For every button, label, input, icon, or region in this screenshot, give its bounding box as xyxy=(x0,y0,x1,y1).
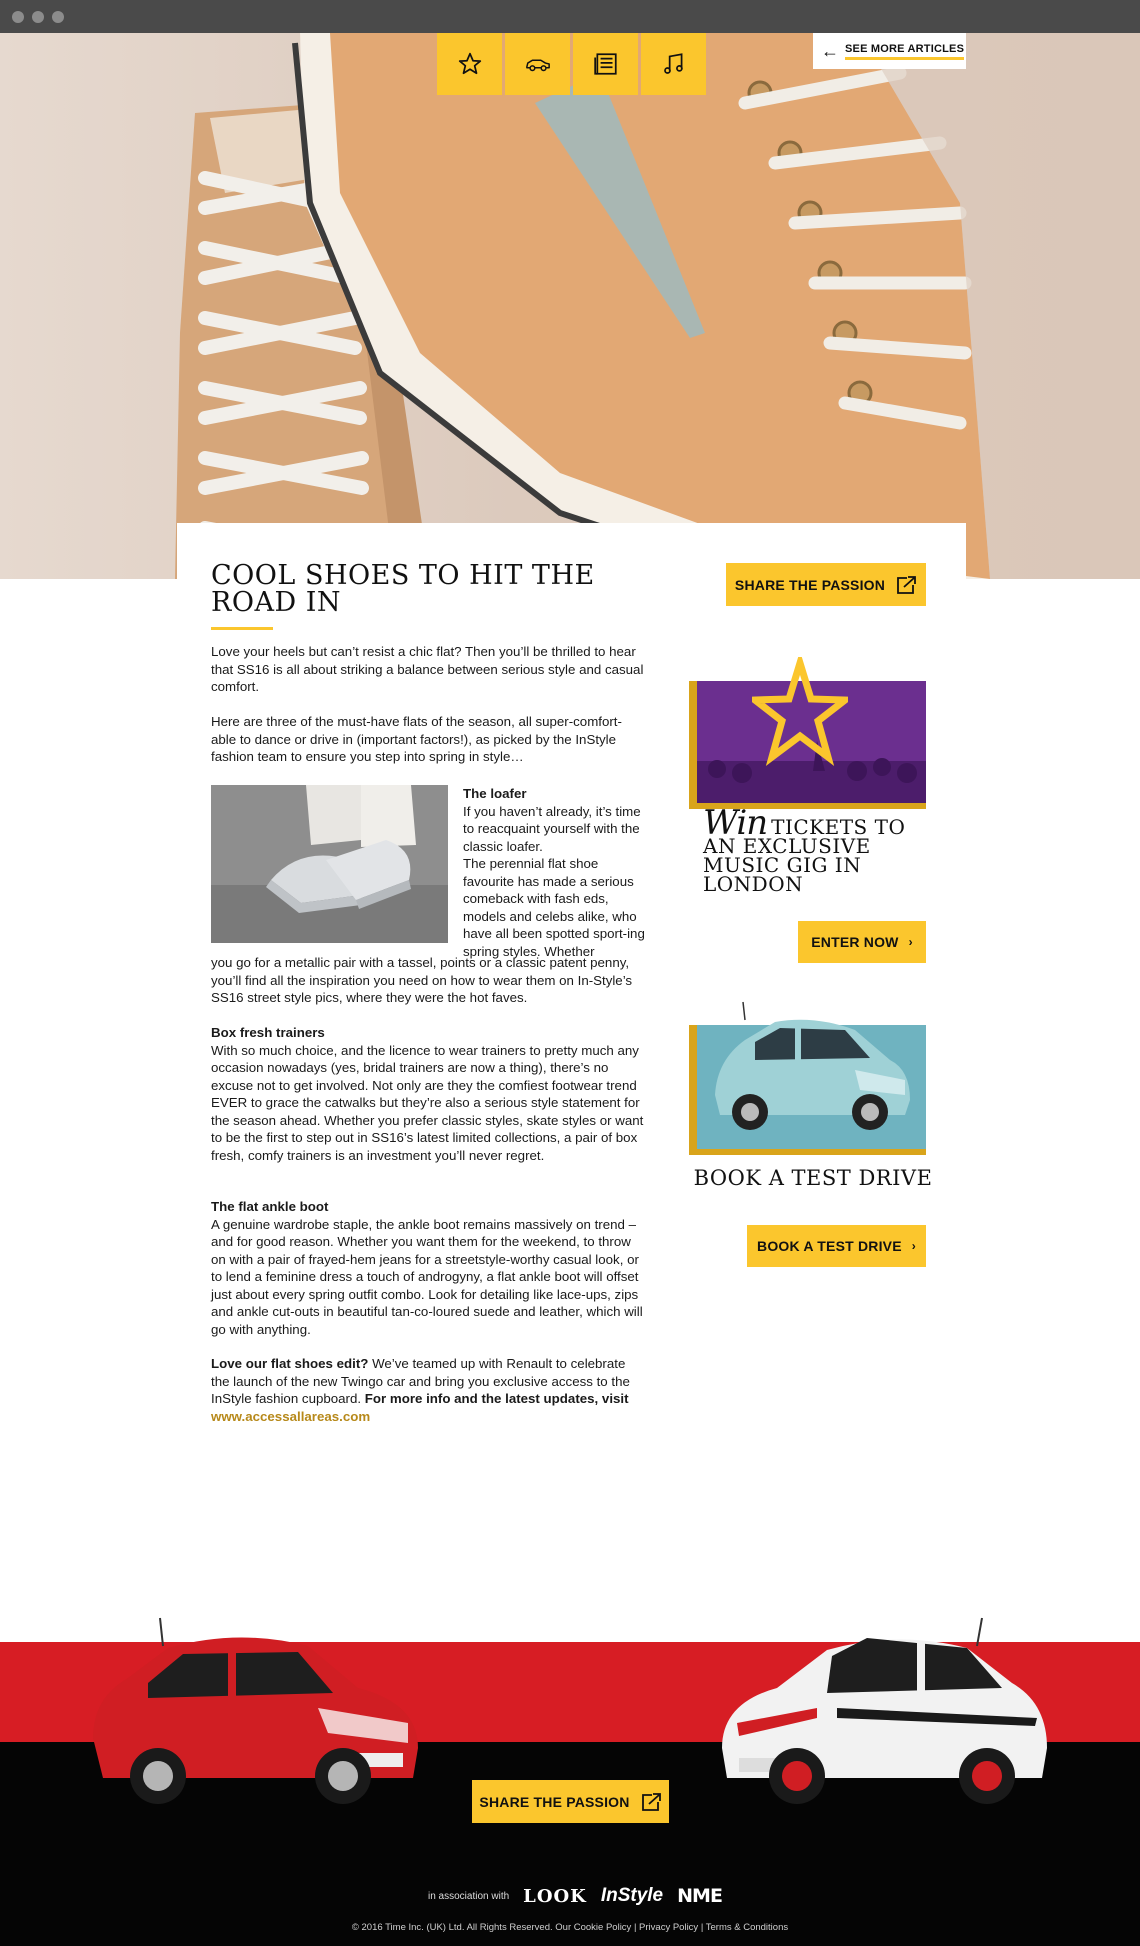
hero-image xyxy=(0,33,1140,579)
boot-text: A genuine wardrobe staple, the ankle boot remains massively on trend – and for good reason. Whether you want them for the weekend, to throw on with a pair of frayed-hem jeans for a streetstyle-worthy casual look, or to lend a feminine dress a touch of androgyny, a flat ankle boot will offset just about every spring outfit combo. Look for detailing like lace-ups, zips and ankle cut-outs in beautiful tan-co-loured suede and leather, which will go with anything. xyxy=(211,1216,643,1337)
share-the-passion-button[interactable] xyxy=(726,563,926,606)
boot-section xyxy=(211,1198,644,1338)
share-label: SHARE THE PASSION xyxy=(734,576,886,593)
see-more-articles-link[interactable] xyxy=(813,33,966,69)
loafer-section xyxy=(463,785,646,960)
test-drive-heading: BOOK A TEST DRIVE xyxy=(693,1166,933,1190)
arrow-left-icon: ← xyxy=(821,41,839,61)
win-script: Win xyxy=(703,803,768,843)
nme-logo[interactable]: NME xyxy=(677,1885,722,1907)
chevron-right-icon: › xyxy=(911,1239,916,1253)
white-car-illustration xyxy=(717,1608,1052,1818)
nav-articles-button[interactable] xyxy=(573,33,638,95)
car-icon xyxy=(525,51,551,77)
win-text: TICKETS TO AN EXCLUSIVE MUSIC GIG IN LONDON xyxy=(703,815,906,896)
window-dot xyxy=(12,11,24,23)
outro-bold-2: For more info and the latest updates, visit xyxy=(364,1391,629,1406)
copyright-text: © 2016 Time Inc. (UK) Ltd. All Rights Reserved. Our Cookie Policy | Privacy Policy | Terms & Conditions xyxy=(351,1922,789,1933)
assoc-label: in association with xyxy=(428,1890,510,1902)
loafer-text-3: you go for a metallic pair with a tassel, points or a classic patent penny, you’ll find all the inspiration you need on how to wear them on In-Style’s SS16 street style pics, where they were the hot faves. xyxy=(211,955,633,1005)
window-dot xyxy=(32,11,44,23)
enter-label: ENTER NOW xyxy=(811,934,899,950)
access-all-areas-link[interactable]: www.accessallareas.com xyxy=(211,1408,371,1424)
article-title: COOL SHOES TO HIT THE ROAD IN xyxy=(211,560,595,618)
partner-logos xyxy=(428,1885,722,1907)
enter-now-button[interactable] xyxy=(798,921,926,963)
trainers-section xyxy=(211,1024,644,1164)
test-drive-label: BOOK A TEST DRIVE xyxy=(757,1238,902,1254)
article-intro-1: Love your heels but can’t resist a chic flat? Then you’ll be thrilled to hear that SS16 is all about striking a balance between serious style and casual comfort. xyxy=(211,644,644,694)
share-icon xyxy=(895,575,917,595)
instyle-logo[interactable]: InStyle xyxy=(600,1885,664,1906)
nav-favorites-button[interactable] xyxy=(437,33,502,95)
teal-car-illustration xyxy=(705,1000,920,1140)
gig-promo-text xyxy=(703,803,933,896)
footer-share-button[interactable] xyxy=(472,1780,669,1823)
nav-music-button[interactable] xyxy=(641,33,706,95)
footer-share-label: SHARE THE PASSION xyxy=(479,1793,630,1810)
outro-bold: Love our flat shoes edit? xyxy=(211,1356,369,1371)
browser-chrome xyxy=(0,0,1140,33)
news-icon xyxy=(593,51,619,77)
star-icon xyxy=(457,51,483,77)
gig-star-icon xyxy=(752,657,848,775)
see-more-label: SEE MORE ARTICLES xyxy=(845,43,964,60)
article-intro-2: Here are three of the must-have flats of the season, all super-comfort-able to dance or drive in (important factors!), as picked by the InStyle fashion team to ensure you step into spring in style… xyxy=(211,714,622,764)
window-dot xyxy=(52,11,64,23)
chevron-right-icon: › xyxy=(908,935,913,949)
test-drive-promo-image[interactable] xyxy=(697,1025,926,1149)
red-car-illustration xyxy=(88,1608,423,1818)
loafer-photo xyxy=(211,785,448,943)
outro-text: We’ve teamed up with Renault to celebrate the launch of the new Twingo car and bring you exclusive access to the InStyle fashion cupboard. xyxy=(211,1356,630,1406)
loafer-text-1: If you haven’t already, it’s time to reacquaint yourself with the classic loafer. xyxy=(463,803,641,854)
boot-heading: The flat ankle boot xyxy=(211,1199,329,1214)
share-icon xyxy=(640,1792,662,1812)
title-underline xyxy=(211,627,273,630)
trainers-text: With so much choice, and the licence to wear trainers to pretty much any occasion nowadays (yes, bridal trainers are now a thing), there’s no excuse not to get involved. Not only are they the comfiest footwear trend EVER to grace the catwalks but they’re also a serious style statement for the season ahead. Whether you prefer classic styles, skate styles or want to be the first to step out in SS16’s latest limited collections, a pair of box fresh, comfy trainers is an investment you’ll never regret. xyxy=(211,1042,644,1163)
trainers-heading: Box fresh trainers xyxy=(211,1025,325,1040)
book-test-drive-button[interactable] xyxy=(747,1225,926,1267)
look-logo[interactable]: LOOK xyxy=(523,1885,587,1907)
loafer-heading: The loafer xyxy=(463,786,527,801)
music-icon xyxy=(661,51,687,77)
loafer-illustration xyxy=(211,785,448,943)
loafer-text-2: The perennial flat shoe favourite has made a serious comeback with fash eds, models and celebs alike, who have all been spotted sport-ing spring styles. Whether xyxy=(463,856,645,959)
nav-cars-button[interactable] xyxy=(505,33,570,95)
article-outro xyxy=(211,1355,644,1425)
category-nav xyxy=(437,33,706,95)
sneakers-illustration xyxy=(0,33,1140,579)
